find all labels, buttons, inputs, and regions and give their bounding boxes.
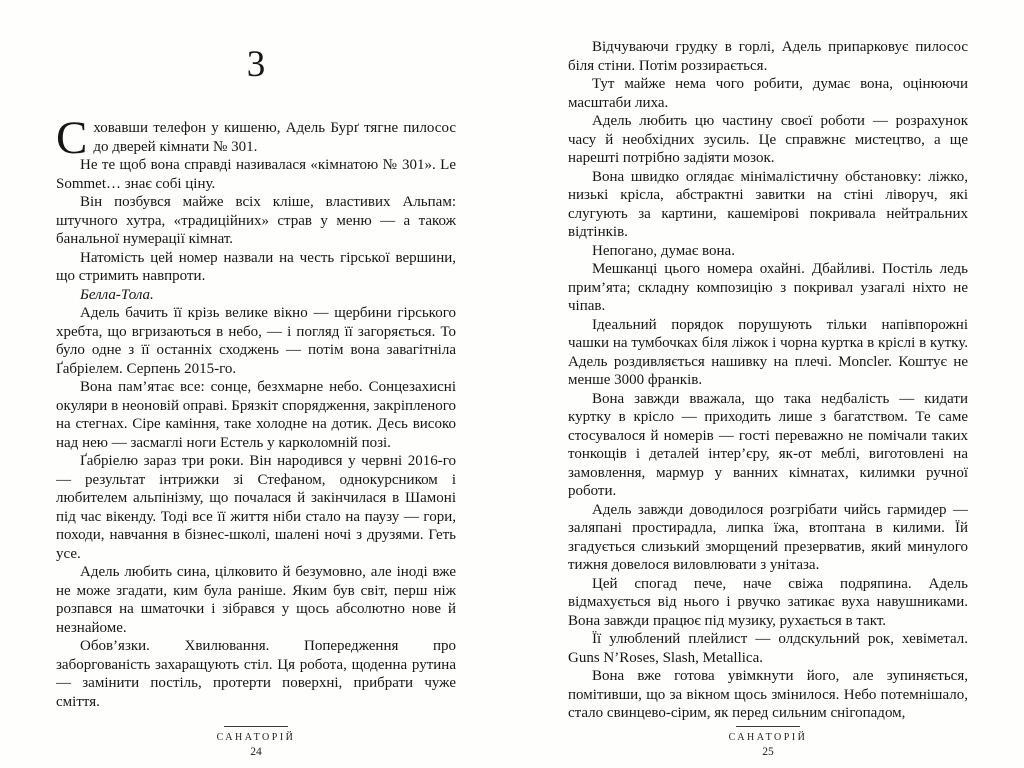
page-right xyxy=(512,0,1024,768)
paragraph: Ґабріелю зараз три роки. Він народився у червні 2016-го — результат інтрижки зі Стефаном, однокурсником і любителем альпінізму, що почалася й закінчилася в Шамоні під час вікенду. Тоді все її життя ніби стало на паузу — гори, походи, навчання в бізнес-школі, шалені ночі з друзями. Геть усе. xyxy=(56,453,456,562)
paragraph: Натомість цей номер назвали на честь гірської вершини, що стримить навпроти. xyxy=(56,249,456,284)
footer-rule xyxy=(736,726,800,727)
paragraph: Відчуваючи грудку в горлі, Адель припарковує пилосос біля стіни. Потім роззирається. xyxy=(568,39,968,74)
paragraph: Не те щоб вона справді називалася «кімнатою № 301». Le Sommet… знає собі ціну. xyxy=(56,157,456,192)
paragraph: Вона вже готова увімкнути його, але зупиняється, помітивши, що за вікном щось змінилося. Небо потемнішало, стало свинцево-сірим, як перед сильним снігопадом, xyxy=(568,668,968,721)
paragraph: Вона пам’ятає все: сонце, безхмарне небо. Сонцезахисні окуляри в неоновій оправі. Брязкіт спорядження, закріпленого на стегнах. Сіре каміння, таке холодне на дотик. Десь високо над нею — засмаглі ноги Естель у карколомній позі. xyxy=(56,379,456,451)
paragraph: Вона швидко оглядає мінімалістичну обстановку: ліжко, низькі крісла, абстрактні завитки на стіні ліворуч, які слугують за картини, кашемірові покривала нейтральних відтінків. xyxy=(568,168,968,240)
paragraph: Мешканці цього номера охайні. Дбайливі. Постіль ледь прим’ята; складну композицію з покривал узагалі ніхто не чіпав. xyxy=(568,261,968,314)
paragraph: Ідеальний порядок порушують тільки напівпорожні чашки на тумбочках біля ліжок і чорна куртка в кріслі в кутку. Адель роздивляється нашивку на плечі. Moncler. Коштує не менше 3000 франків. xyxy=(568,316,968,388)
page-number-left: 24 xyxy=(250,746,262,758)
paragraph: Він позбувся майже всіх кліше, властивих Альпам: штучного хутра, «традиційних» страв у меню — а також банальної нумерації кімнат. xyxy=(56,194,456,247)
page-right-footer xyxy=(568,726,968,758)
paragraph: Непогано, думає вона. xyxy=(592,242,735,259)
paragraph: Адель любить сина, цілковито й безумовно, але іноді вже не може згадати, ким була раніше. Яким був світ, перш ніж розпався на шматочки і зібрався у щось абсолютно нове й незнайоме. xyxy=(56,564,456,636)
paragraph: Її улюблений плейлист — олдскульний рок, хевіметал. Guns N’Roses, Slash, Metallica. xyxy=(568,631,968,666)
chapter-number: 3 xyxy=(246,44,266,85)
page-number-right: 25 xyxy=(762,746,774,758)
paragraph: Белла-Тола. xyxy=(80,286,154,303)
paragraph: Сховавши телефон у кишеню, Адель Бурґ тягне пилосос до дверей кімнати № 301. xyxy=(56,119,456,164)
running-title: САНАТОРІЙ xyxy=(728,732,808,743)
paragraph: Обов’язки. Хвилювання. Попередження про заборгованість захаращують стіл. Ця робота, щоденна рутина — замінити постіль, протерти поверхні, прибрати чуже сміття. xyxy=(56,638,456,710)
paragraph: Адель бачить її крізь велике вікно — щербини гірського хребта, що вгризаються в небо, — і погляд її загоряється. То було одне з її останніх сходжень — потім вона завагітніла Ґабріелем. Серпень 2015-го. xyxy=(56,305,456,377)
paragraph: Цей спогад пече, наче свіжа подряпина. Адель відмахується від нього і рвучко затикає вуха навушниками. Вона завжди працює під музику, рухається в такт. xyxy=(568,575,968,629)
paragraph: Адель любить цю частину своєї роботи — розрахунок часу й необхідних зусиль. Це справжнє мистецтво, а ще нарешті потрібно задіяти мозок. xyxy=(568,113,968,166)
page-right-body xyxy=(568,38,968,726)
paragraph: Вона завжди вважала, що така недбалість — кидати куртку в крісло — приходить лише з багатством. Те саме стосувалося й номерів — гості переважно не помічали таких тонкощів і деталей інтер’єру, як-от меблі, виготовлені на замовлення, мармур у ванних кімнатах, килимки ручної роботи. xyxy=(568,390,968,499)
paragraph: Адель завжди доводилося розгрібати чийсь гармидер — заляпані простирадла, липка їжа, втоптана в килими. Їй згадується слизький зморщений презерватив, який минулого тижня довелося виловлювати з унітаза. xyxy=(568,501,968,573)
running-title: САНАТОРІЙ xyxy=(216,732,296,743)
page-left-body xyxy=(56,119,456,717)
drop-cap: С xyxy=(56,119,88,164)
page-left-footer xyxy=(56,726,456,758)
footer-rule xyxy=(224,726,288,727)
paragraph: Тут майже нема чого робити, думає вона, оцінюючи масштаби лиха. xyxy=(568,76,968,111)
